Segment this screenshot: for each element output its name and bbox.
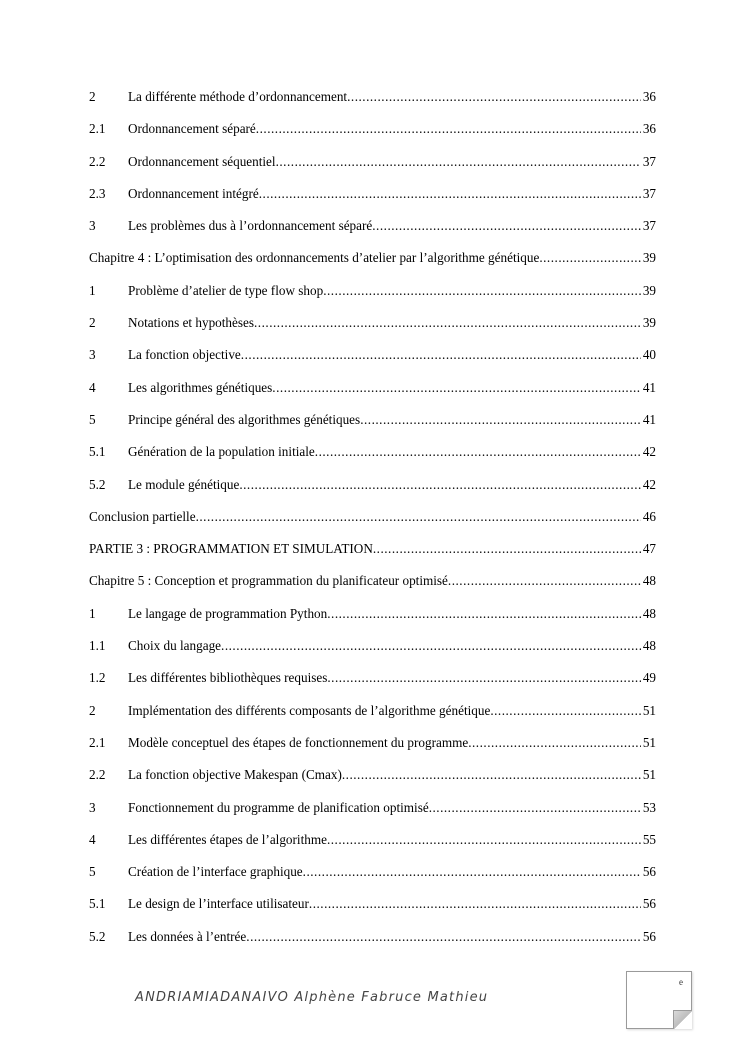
- toc-entry-title: Conclusion partielle: [89, 507, 196, 527]
- toc-entry-page: 51: [642, 767, 656, 783]
- toc-dot-leader: [429, 798, 641, 818]
- toc-entry-title: Ordonnancement intégré: [128, 184, 259, 204]
- toc-entry-title: La fonction objective: [128, 345, 241, 365]
- toc-dot-leader: [315, 442, 641, 462]
- toc-entry-number: 2.2: [89, 767, 106, 783]
- toc-entry-number: 2: [89, 702, 96, 718]
- toc-entry-title: Ordonnancement séquentiel: [128, 152, 276, 172]
- toc-dot-leader: [256, 119, 641, 139]
- toc-entry[interactable]: [89, 701, 656, 733]
- toc-entry[interactable]: [89, 475, 656, 507]
- toc-entry-title-wrap: [128, 862, 641, 882]
- toc-entry-title-wrap: [128, 184, 641, 204]
- toc-entry-title: Génération de la population initiale: [128, 442, 315, 462]
- toc-dot-leader: [327, 668, 640, 688]
- toc-entry-title: Ordonnancement séparé: [128, 119, 256, 139]
- toc-entry-title: PARTIE 3 : PROGRAMMATION ET SIMULATION: [89, 539, 373, 559]
- toc-entry-title: Le design de l’interface utilisateur: [128, 894, 309, 914]
- toc-entry-title: Création de l’interface graphique: [128, 862, 303, 882]
- toc-entry-page: 49: [642, 670, 656, 686]
- toc-entry-title: Les données à l’entrée: [128, 927, 246, 947]
- toc-entry-title: Le langage de programmation Python: [128, 604, 327, 624]
- toc-dot-leader: [259, 184, 641, 204]
- toc-entry-title-wrap: [128, 636, 641, 656]
- toc-entry-title-wrap: [128, 378, 641, 398]
- toc-dot-leader: [276, 152, 641, 172]
- toc-entry-title: Fonctionnement du programme de planification optimisé: [128, 798, 429, 818]
- toc-entry-page: 47: [642, 541, 656, 557]
- toc-entry[interactable]: [89, 539, 656, 571]
- toc-entry-page: 42: [642, 476, 656, 492]
- toc-entry-number: 2.1: [89, 121, 106, 137]
- toc-dot-leader: [254, 313, 641, 333]
- toc-entry-number: 3: [89, 347, 96, 363]
- toc-dot-leader: [468, 733, 641, 753]
- toc-dot-leader: [373, 539, 641, 559]
- toc-entry-title-wrap: [128, 410, 641, 430]
- toc-entry[interactable]: [89, 571, 656, 603]
- toc-entry-page: 56: [642, 896, 656, 912]
- toc-entry[interactable]: [89, 410, 656, 442]
- toc-entry-title-wrap: [128, 765, 641, 785]
- toc-dot-leader: [221, 636, 641, 656]
- toc-entry[interactable]: [89, 830, 656, 862]
- toc-dot-leader: [303, 862, 641, 882]
- toc-entry-page: 37: [642, 218, 656, 234]
- toc-entry-title: Le module génétique: [128, 475, 239, 495]
- toc-entry-title: Choix du langage: [128, 636, 221, 656]
- toc-entry-page: 56: [642, 864, 656, 880]
- toc-entry-number: 2.1: [89, 734, 106, 750]
- toc-entry-title: La fonction objective Makespan (Cmax): [128, 765, 342, 785]
- toc-entry[interactable]: [89, 636, 656, 668]
- toc-entry-number: 2.3: [89, 185, 106, 201]
- toc-entry-title-wrap: [128, 894, 641, 914]
- toc-entry-title: Chapitre 5 : Conception et programmation du planificateur optimisé: [89, 571, 448, 591]
- toc-entry-page: 36: [642, 89, 656, 104]
- toc-entry-number: 3: [89, 218, 96, 234]
- toc-dot-leader: [448, 571, 641, 591]
- toc-entry-number: 1: [89, 282, 96, 298]
- toc-entry-title-wrap: [128, 830, 641, 850]
- toc-entry-title-wrap: [128, 604, 641, 624]
- toc-dot-leader: [347, 87, 641, 107]
- toc-entry-number: 4: [89, 379, 96, 395]
- toc-entry-number: 1.1: [89, 638, 106, 654]
- toc-entry-title: Chapitre 4 : L’optimisation des ordonnancements d’atelier par l’algorithme génétique: [89, 248, 539, 268]
- toc-entry[interactable]: [89, 216, 656, 248]
- toc-entry-number: 1.2: [89, 670, 106, 686]
- toc-entry[interactable]: [89, 765, 656, 797]
- toc-entry-title: Notations et hypothèses: [128, 313, 254, 333]
- toc-entry-page: 39: [642, 282, 656, 298]
- toc-entry-page: 41: [642, 411, 656, 427]
- toc-entry-title-wrap: [128, 668, 641, 688]
- toc-entry-page: 40: [642, 347, 656, 363]
- toc-entry-page: 56: [642, 928, 656, 944]
- toc-dot-leader: [327, 830, 641, 850]
- toc-entry-page: 36: [642, 121, 656, 137]
- toc-entry-page: 55: [642, 831, 656, 847]
- toc-entry-title: Les algorithmes génétiques: [128, 378, 272, 398]
- toc-entry-title: Modèle conceptuel des étapes de fonctionnement du programme: [128, 733, 468, 753]
- toc-entry[interactable]: [89, 798, 656, 830]
- toc-dot-leader: [272, 378, 641, 398]
- toc-entry[interactable]: [89, 668, 656, 700]
- toc-entry[interactable]: [89, 862, 656, 894]
- toc-entry-page: 51: [642, 702, 656, 718]
- toc-dot-leader: [490, 701, 641, 721]
- toc-entry-title: Problème d’atelier de type flow shop: [128, 281, 323, 301]
- toc-entry-title: Implémentation des différents composants de l’algorithme génétique: [128, 701, 490, 721]
- toc-entry-title-wrap: [128, 345, 641, 365]
- toc-entry-page: 53: [642, 799, 656, 815]
- toc-entry-number: 5.1: [89, 444, 106, 460]
- toc-entry-page: 51: [642, 734, 656, 750]
- toc-entry-number: 4: [89, 831, 96, 847]
- toc-entry-number: 1: [89, 605, 96, 621]
- toc-entry-page: 48: [642, 573, 656, 589]
- toc-entry-title-wrap: [128, 733, 641, 753]
- toc-entry-page: 37: [642, 153, 656, 169]
- toc-entry-title-wrap: [128, 152, 641, 172]
- toc-entry-title: Les différentes bibliothèques requises: [128, 668, 327, 688]
- toc-entry[interactable]: [89, 378, 656, 410]
- toc-entry-number: 2: [89, 89, 96, 104]
- toc-entry-number: 5.2: [89, 476, 106, 492]
- toc-entry-page: 42: [642, 444, 656, 460]
- toc-dot-leader: [539, 248, 640, 268]
- toc-entry-number: 3: [89, 799, 96, 815]
- toc-entry[interactable]: [89, 604, 656, 636]
- toc-entry-title-wrap: [89, 539, 641, 559]
- toc-entry-page: 46: [642, 508, 656, 524]
- toc-entry-title: Principe général des algorithmes génétiques: [128, 410, 360, 430]
- toc-dot-leader: [309, 894, 641, 914]
- toc-entry-title: Les problèmes dus à l’ordonnancement séparé: [128, 216, 372, 236]
- page-letter: e: [679, 977, 683, 987]
- toc-entry-title-wrap: [128, 216, 641, 236]
- toc-entry-page: 37: [642, 185, 656, 201]
- toc-entry-title: La différente méthode d’ordonnancement: [128, 87, 347, 107]
- toc-entry-title-wrap: [128, 927, 641, 947]
- folded-corner-icon: [673, 1010, 692, 1029]
- toc-entry-page: 39: [642, 315, 656, 331]
- toc-entry-title-wrap: [128, 701, 641, 721]
- toc-entry-title-wrap: [89, 571, 641, 591]
- toc-dot-leader: [323, 281, 641, 301]
- toc-entry[interactable]: [89, 927, 656, 959]
- toc-entry-page: 39: [642, 250, 656, 266]
- toc-dot-leader: [360, 410, 641, 430]
- toc-dot-leader: [372, 216, 641, 236]
- toc-entry-number: 2.2: [89, 153, 106, 169]
- toc-dot-leader: [342, 765, 641, 785]
- toc-dot-leader: [196, 507, 641, 527]
- toc-dot-leader: [241, 345, 641, 365]
- toc-entry-title: Les différentes étapes de l’algorithme: [128, 830, 327, 850]
- toc-entry[interactable]: [89, 87, 656, 119]
- toc-entry-title-wrap: [89, 507, 641, 527]
- toc-entry[interactable]: [89, 248, 656, 280]
- toc-entry[interactable]: [89, 442, 656, 474]
- toc-entry-number: 5.1: [89, 896, 106, 912]
- toc-entry-number: 5: [89, 411, 96, 427]
- toc-entry-title-wrap: [89, 248, 641, 268]
- toc-dot-leader: [239, 475, 640, 495]
- toc-entry[interactable]: [89, 894, 656, 926]
- toc-entry[interactable]: [89, 281, 656, 313]
- toc-entry-title-wrap: [128, 313, 641, 333]
- toc-entry-number: 5.2: [89, 928, 106, 944]
- toc-entry-page: 48: [642, 638, 656, 654]
- toc-entry-number: 2: [89, 315, 96, 331]
- toc-entry[interactable]: [89, 345, 656, 377]
- toc-entry[interactable]: [89, 313, 656, 345]
- page-number-box: [626, 971, 692, 1029]
- table-of-contents: [89, 87, 656, 959]
- toc-entry-title-wrap: [128, 281, 641, 301]
- toc-entry-title-wrap: [128, 475, 641, 495]
- toc-entry-number: 5: [89, 864, 96, 880]
- toc-entry-title-wrap: [128, 119, 641, 139]
- toc-entry[interactable]: [89, 152, 656, 184]
- toc-entry-title-wrap: [128, 87, 641, 107]
- footer-author: ANDRIAMIADANAIVO Alphène Fabruce Mathieu: [135, 990, 489, 1005]
- toc-entry[interactable]: [89, 119, 656, 151]
- toc-dot-leader: [246, 927, 641, 947]
- toc-entry-title-wrap: [128, 442, 641, 462]
- toc-dot-leader: [327, 604, 641, 624]
- toc-entry-title-wrap: [128, 798, 641, 818]
- toc-entry-page: 41: [642, 379, 656, 395]
- toc-entry[interactable]: [89, 184, 656, 216]
- toc-entry[interactable]: [89, 733, 656, 765]
- toc-entry[interactable]: [89, 507, 656, 539]
- toc-entry-page: 48: [642, 605, 656, 621]
